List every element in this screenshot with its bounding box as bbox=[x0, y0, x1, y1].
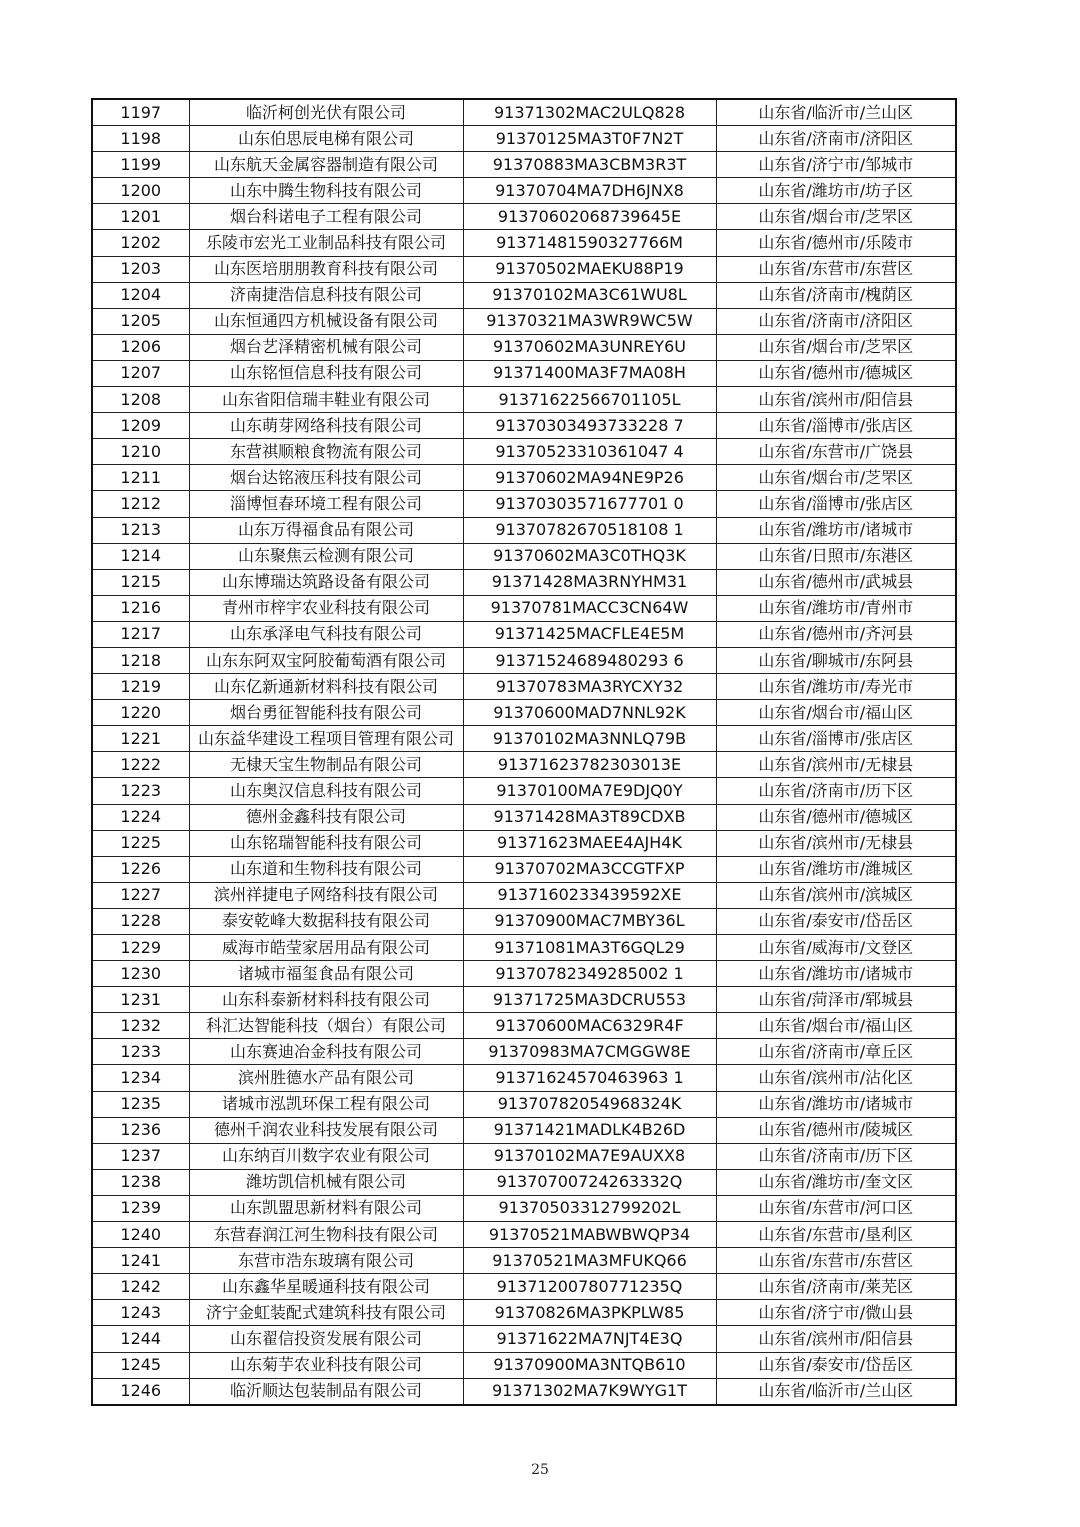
company-name: 山东恒通四方机械设备有限公司 bbox=[189, 308, 463, 334]
table-row bbox=[92, 282, 956, 308]
credit-code: 91370303493733228 7 bbox=[463, 413, 716, 439]
company-address: 山东省/潍坊市/奎文区 bbox=[716, 1169, 956, 1195]
company-name: 山东铭瑞智能科技有限公司 bbox=[189, 830, 463, 856]
row-number: 1243 bbox=[92, 1300, 189, 1326]
table-row bbox=[92, 126, 956, 152]
table-row bbox=[92, 569, 956, 595]
company-address: 山东省/滨州市/无棣县 bbox=[716, 830, 956, 856]
table-row bbox=[92, 178, 956, 204]
table-row bbox=[92, 465, 956, 491]
company-address: 山东省/潍坊市/诸城市 bbox=[716, 517, 956, 543]
credit-code: 91371524689480293 6 bbox=[463, 647, 716, 673]
row-number: 1205 bbox=[92, 308, 189, 334]
company-address: 山东省/泰安市/岱岳区 bbox=[716, 908, 956, 934]
row-number: 1199 bbox=[92, 152, 189, 178]
row-number: 1237 bbox=[92, 1143, 189, 1169]
table-row bbox=[92, 987, 956, 1013]
credit-code: 91370102MA3NNLQ79B bbox=[463, 726, 716, 752]
row-number: 1228 bbox=[92, 908, 189, 934]
row-number: 1208 bbox=[92, 387, 189, 413]
row-number: 1211 bbox=[92, 465, 189, 491]
company-address: 山东省/烟台市/福山区 bbox=[716, 1013, 956, 1039]
table-row bbox=[92, 1248, 956, 1274]
company-name: 潍坊凯信机械有限公司 bbox=[189, 1169, 463, 1195]
table-row bbox=[92, 152, 956, 178]
row-number: 1229 bbox=[92, 935, 189, 961]
company-name: 山东承泽电气科技有限公司 bbox=[189, 621, 463, 647]
company-name: 山东聚焦云检测有限公司 bbox=[189, 543, 463, 569]
credit-code: 91370700724263332Q bbox=[463, 1169, 716, 1195]
table-row bbox=[92, 804, 956, 830]
row-number: 1209 bbox=[92, 413, 189, 439]
credit-code: 91370602MA3UNREY6U bbox=[463, 334, 716, 360]
company-name: 烟台艺泽精密机械有限公司 bbox=[189, 334, 463, 360]
company-name: 诸城市福玺食品有限公司 bbox=[189, 961, 463, 987]
credit-code: 91371302MA7K9WYG1T bbox=[463, 1378, 716, 1405]
credit-code: 91370100MA7E9DJQ0Y bbox=[463, 778, 716, 804]
credit-code: 91371200780771235Q bbox=[463, 1274, 716, 1300]
company-list-body bbox=[92, 99, 956, 1405]
credit-code: 91371421MADLK4B26D bbox=[463, 1117, 716, 1143]
company-address: 山东省/威海市/文登区 bbox=[716, 935, 956, 961]
row-number: 1216 bbox=[92, 595, 189, 621]
company-name: 山东纳百川数字农业有限公司 bbox=[189, 1143, 463, 1169]
company-name: 东营市浩东玻璃有限公司 bbox=[189, 1248, 463, 1274]
credit-code: 91371623MAEE4AJH4K bbox=[463, 830, 716, 856]
company-address: 山东省/济宁市/微山县 bbox=[716, 1300, 956, 1326]
credit-code: 91370602MA3C0THQ3K bbox=[463, 543, 716, 569]
company-name: 山东万得福食品有限公司 bbox=[189, 517, 463, 543]
credit-code: 91371081MA3T6GQL29 bbox=[463, 935, 716, 961]
company-name: 山东铭恒信息科技有限公司 bbox=[189, 360, 463, 386]
company-address: 山东省/德州市/齐河县 bbox=[716, 621, 956, 647]
row-number: 1201 bbox=[92, 204, 189, 230]
company-name: 诸城市泓凯环保工程有限公司 bbox=[189, 1091, 463, 1117]
row-number: 1227 bbox=[92, 882, 189, 908]
company-name: 山东鑫华星暖通科技有限公司 bbox=[189, 1274, 463, 1300]
company-address: 山东省/菏泽市/郓城县 bbox=[716, 987, 956, 1013]
row-number: 1217 bbox=[92, 621, 189, 647]
credit-code: 91370900MAC7MBY36L bbox=[463, 908, 716, 934]
row-number: 1206 bbox=[92, 334, 189, 360]
row-number: 1233 bbox=[92, 1039, 189, 1065]
credit-code: 91370102MA7E9AUXX8 bbox=[463, 1143, 716, 1169]
company-address: 山东省/淄博市/张店区 bbox=[716, 726, 956, 752]
credit-code: 91371428MA3RNYHM31 bbox=[463, 569, 716, 595]
company-name: 济宁金虹装配式建筑科技有限公司 bbox=[189, 1300, 463, 1326]
row-number: 1220 bbox=[92, 700, 189, 726]
row-number: 1236 bbox=[92, 1117, 189, 1143]
company-address: 山东省/潍坊市/青州市 bbox=[716, 595, 956, 621]
table-row bbox=[92, 439, 956, 465]
credit-code: 91371302MAC2ULQ828 bbox=[463, 99, 716, 126]
company-address: 山东省/潍坊市/坊子区 bbox=[716, 178, 956, 204]
credit-code: 91370883MA3CBM3R3T bbox=[463, 152, 716, 178]
company-address: 山东省/日照市/东港区 bbox=[716, 543, 956, 569]
company-address: 山东省/潍坊市/诸城市 bbox=[716, 961, 956, 987]
row-number: 1219 bbox=[92, 674, 189, 700]
row-number: 1222 bbox=[92, 752, 189, 778]
row-number: 1200 bbox=[92, 178, 189, 204]
table-row bbox=[92, 882, 956, 908]
company-name: 泰安乾峰大数据科技有限公司 bbox=[189, 908, 463, 934]
company-name: 青州市梓宇农业科技有限公司 bbox=[189, 595, 463, 621]
company-address: 山东省/德州市/德城区 bbox=[716, 804, 956, 830]
company-address: 山东省/济南市/历下区 bbox=[716, 778, 956, 804]
company-address: 山东省/滨州市/滨城区 bbox=[716, 882, 956, 908]
table-row bbox=[92, 491, 956, 517]
credit-code: 91370702MA3CCGTFXP bbox=[463, 856, 716, 882]
row-number: 1232 bbox=[92, 1013, 189, 1039]
company-address: 山东省/济南市/历下区 bbox=[716, 1143, 956, 1169]
credit-code: 91370125MA3T0F7N2T bbox=[463, 126, 716, 152]
row-number: 1244 bbox=[92, 1326, 189, 1352]
table-row bbox=[92, 830, 956, 856]
company-name: 山东凯盟思新材料有限公司 bbox=[189, 1195, 463, 1221]
company-name: 山东东阿双宝阿胶葡萄酒有限公司 bbox=[189, 647, 463, 673]
table-row bbox=[92, 1039, 956, 1065]
company-name: 淄博恒春环境工程有限公司 bbox=[189, 491, 463, 517]
credit-code: 91370782349285002 1 bbox=[463, 961, 716, 987]
credit-code: 91370826MA3PKPLW85 bbox=[463, 1300, 716, 1326]
table-row bbox=[92, 961, 956, 987]
company-name: 滨州祥捷电子网络科技有限公司 bbox=[189, 882, 463, 908]
row-number: 1202 bbox=[92, 230, 189, 256]
credit-code: 91371622566701105L bbox=[463, 387, 716, 413]
table-row bbox=[92, 230, 956, 256]
company-address: 山东省/淄博市/张店区 bbox=[716, 491, 956, 517]
company-address: 山东省/临沂市/兰山区 bbox=[716, 99, 956, 126]
credit-code: 91371725MA3DCRU553 bbox=[463, 987, 716, 1013]
company-name: 无棣天宝生物制品有限公司 bbox=[189, 752, 463, 778]
row-number: 1241 bbox=[92, 1248, 189, 1274]
row-number: 1240 bbox=[92, 1222, 189, 1248]
company-address: 山东省/东营市/河口区 bbox=[716, 1195, 956, 1221]
company-name: 滨州胜德水产品有限公司 bbox=[189, 1065, 463, 1091]
company-name: 德州千润农业科技发展有限公司 bbox=[189, 1117, 463, 1143]
row-number: 1213 bbox=[92, 517, 189, 543]
company-address: 山东省/滨州市/阳信县 bbox=[716, 1326, 956, 1352]
company-address: 山东省/济南市/济阳区 bbox=[716, 308, 956, 334]
row-number: 1225 bbox=[92, 830, 189, 856]
table-row bbox=[92, 1195, 956, 1221]
credit-code: 91370602MA94NE9P26 bbox=[463, 465, 716, 491]
table-row bbox=[92, 621, 956, 647]
table-row bbox=[92, 360, 956, 386]
credit-code: 91370782670518108 1 bbox=[463, 517, 716, 543]
table-row bbox=[92, 1326, 956, 1352]
company-name: 山东菊芋农业科技有限公司 bbox=[189, 1352, 463, 1378]
table-row bbox=[92, 1117, 956, 1143]
credit-code: 91371481590327766M bbox=[463, 230, 716, 256]
company-address: 山东省/烟台市/芝罘区 bbox=[716, 334, 956, 360]
table-row bbox=[92, 935, 956, 961]
company-name: 山东医培朋朋教育科技有限公司 bbox=[189, 256, 463, 282]
credit-code: 91370502MAEKU88P19 bbox=[463, 256, 716, 282]
table-row bbox=[92, 1352, 956, 1378]
table-row bbox=[92, 99, 956, 126]
company-name: 临沂顺达包装制品有限公司 bbox=[189, 1378, 463, 1405]
credit-code: 91371622MA7NJT4E3Q bbox=[463, 1326, 716, 1352]
company-address: 山东省/德州市/武城县 bbox=[716, 569, 956, 595]
company-name: 德州金鑫科技有限公司 bbox=[189, 804, 463, 830]
company-name: 科汇达智能科技（烟台）有限公司 bbox=[189, 1013, 463, 1039]
table-row bbox=[92, 647, 956, 673]
credit-code: 91371624570463963 1 bbox=[463, 1065, 716, 1091]
company-address: 山东省/滨州市/阳信县 bbox=[716, 387, 956, 413]
table-row bbox=[92, 726, 956, 752]
company-name: 烟台勇征智能科技有限公司 bbox=[189, 700, 463, 726]
company-address: 山东省/烟台市/芝罘区 bbox=[716, 465, 956, 491]
company-name: 山东翟信投资发展有限公司 bbox=[189, 1326, 463, 1352]
company-address: 山东省/滨州市/无棣县 bbox=[716, 752, 956, 778]
table-row bbox=[92, 413, 956, 439]
credit-code: 91370600MAC6329R4F bbox=[463, 1013, 716, 1039]
row-number: 1238 bbox=[92, 1169, 189, 1195]
row-number: 1212 bbox=[92, 491, 189, 517]
company-name: 山东伯思辰电梯有限公司 bbox=[189, 126, 463, 152]
row-number: 1214 bbox=[92, 543, 189, 569]
company-name: 临沂柯创光伏有限公司 bbox=[189, 99, 463, 126]
company-address: 山东省/济南市/济阳区 bbox=[716, 126, 956, 152]
company-address: 山东省/潍坊市/诸城市 bbox=[716, 1091, 956, 1117]
company-name: 山东省阳信瑞丰鞋业有限公司 bbox=[189, 387, 463, 413]
table-row bbox=[92, 1169, 956, 1195]
table-row bbox=[92, 1222, 956, 1248]
company-address: 山东省/东营市/东营区 bbox=[716, 256, 956, 282]
company-name: 济南捷浩信息科技有限公司 bbox=[189, 282, 463, 308]
row-number: 1242 bbox=[92, 1274, 189, 1300]
table-row bbox=[92, 700, 956, 726]
company-name: 乐陵市宏光工业制品科技有限公司 bbox=[189, 230, 463, 256]
row-number: 1221 bbox=[92, 726, 189, 752]
page-number: 25 bbox=[531, 1462, 549, 1478]
credit-code: 91370600MAD7NNL92K bbox=[463, 700, 716, 726]
table-row bbox=[92, 778, 956, 804]
credit-code: 91370900MA3NTQB610 bbox=[463, 1352, 716, 1378]
company-name: 东营祺顺粮食物流有限公司 bbox=[189, 439, 463, 465]
credit-code: 91371425MACFLE4E5M bbox=[463, 621, 716, 647]
company-name: 山东航天金属容器制造有限公司 bbox=[189, 152, 463, 178]
table-row bbox=[92, 908, 956, 934]
table-row bbox=[92, 1143, 956, 1169]
credit-code: 91370503312799202L bbox=[463, 1195, 716, 1221]
company-address: 山东省/泰安市/岱岳区 bbox=[716, 1352, 956, 1378]
table-row bbox=[92, 1065, 956, 1091]
credit-code: 91371400MA3F7MA08H bbox=[463, 360, 716, 386]
company-address: 山东省/德州市/德城区 bbox=[716, 360, 956, 386]
row-number: 1207 bbox=[92, 360, 189, 386]
table-row bbox=[92, 308, 956, 334]
table-row bbox=[92, 334, 956, 360]
company-address: 山东省/烟台市/福山区 bbox=[716, 700, 956, 726]
company-name: 山东赛迪冶金科技有限公司 bbox=[189, 1039, 463, 1065]
company-name: 山东萌芽网络科技有限公司 bbox=[189, 413, 463, 439]
company-address: 山东省/德州市/乐陵市 bbox=[716, 230, 956, 256]
credit-code: 91370523310361047 4 bbox=[463, 439, 716, 465]
company-address: 山东省/东营市/垦利区 bbox=[716, 1222, 956, 1248]
row-number: 1204 bbox=[92, 282, 189, 308]
table-row bbox=[92, 674, 956, 700]
table-row bbox=[92, 543, 956, 569]
company-address: 山东省/济南市/莱芜区 bbox=[716, 1274, 956, 1300]
row-number: 1223 bbox=[92, 778, 189, 804]
row-number: 1198 bbox=[92, 126, 189, 152]
company-address: 山东省/烟台市/芝罘区 bbox=[716, 204, 956, 230]
company-address: 山东省/济南市/槐荫区 bbox=[716, 282, 956, 308]
company-address: 山东省/潍坊市/寿光市 bbox=[716, 674, 956, 700]
row-number: 1197 bbox=[92, 99, 189, 126]
company-address: 山东省/淄博市/张店区 bbox=[716, 413, 956, 439]
company-name: 山东亿新通新材料科技有限公司 bbox=[189, 674, 463, 700]
table-row bbox=[92, 1091, 956, 1117]
row-number: 1226 bbox=[92, 856, 189, 882]
row-number: 1234 bbox=[92, 1065, 189, 1091]
company-name: 东营春润江河生物科技有限公司 bbox=[189, 1222, 463, 1248]
credit-code: 9137160233439592XE bbox=[463, 882, 716, 908]
company-name: 烟台达铭液压科技有限公司 bbox=[189, 465, 463, 491]
company-address: 山东省/聊城市/东阿县 bbox=[716, 647, 956, 673]
row-number: 1235 bbox=[92, 1091, 189, 1117]
company-name: 威海市皓莹家居用品有限公司 bbox=[189, 935, 463, 961]
company-name: 烟台科诺电子工程有限公司 bbox=[189, 204, 463, 230]
company-address: 山东省/济南市/章丘区 bbox=[716, 1039, 956, 1065]
row-number: 1231 bbox=[92, 987, 189, 1013]
company-address: 山东省/潍坊市/潍城区 bbox=[716, 856, 956, 882]
credit-code: 91370521MA3MFUKQ66 bbox=[463, 1248, 716, 1274]
row-number: 1210 bbox=[92, 439, 189, 465]
table-row bbox=[92, 256, 956, 282]
row-number: 1239 bbox=[92, 1195, 189, 1221]
credit-code: 91371428MA3T89CDXB bbox=[463, 804, 716, 830]
credit-code: 91370781MACC3CN64W bbox=[463, 595, 716, 621]
company-address: 山东省/东营市/广饶县 bbox=[716, 439, 956, 465]
table-row bbox=[92, 387, 956, 413]
table-row bbox=[92, 1300, 956, 1326]
credit-code: 91370704MA7DH6JNX8 bbox=[463, 178, 716, 204]
company-address: 山东省/德州市/陵城区 bbox=[716, 1117, 956, 1143]
credit-code: 91370521MABWBWQP34 bbox=[463, 1222, 716, 1248]
table-row bbox=[92, 595, 956, 621]
company-list-table bbox=[91, 98, 957, 1406]
company-name: 山东博瑞达筑路设备有限公司 bbox=[189, 569, 463, 595]
table-row bbox=[92, 1378, 956, 1405]
company-name: 山东道和生物科技有限公司 bbox=[189, 856, 463, 882]
company-name: 山东益华建设工程项目管理有限公司 bbox=[189, 726, 463, 752]
table-row bbox=[92, 517, 956, 543]
row-number: 1218 bbox=[92, 647, 189, 673]
credit-code: 91370303571677701 0 bbox=[463, 491, 716, 517]
row-number: 1215 bbox=[92, 569, 189, 595]
credit-code: 91370102MA3C61WU8L bbox=[463, 282, 716, 308]
credit-code: 91370321MA3WR9WC5W bbox=[463, 308, 716, 334]
company-address: 山东省/东营市/东营区 bbox=[716, 1248, 956, 1274]
table-row bbox=[92, 856, 956, 882]
table-row bbox=[92, 1274, 956, 1300]
company-address: 山东省/临沂市/兰山区 bbox=[716, 1378, 956, 1405]
credit-code: 91370983MA7CMGGW8E bbox=[463, 1039, 716, 1065]
credit-code: 91370602068739645E bbox=[463, 204, 716, 230]
credit-code: 91371623782303013E bbox=[463, 752, 716, 778]
company-name: 山东中腾生物科技有限公司 bbox=[189, 178, 463, 204]
company-address: 山东省/济宁市/邹城市 bbox=[716, 152, 956, 178]
table-row bbox=[92, 752, 956, 778]
credit-code: 91370783MA3RYCXY32 bbox=[463, 674, 716, 700]
company-name: 山东奥汉信息科技有限公司 bbox=[189, 778, 463, 804]
table-row bbox=[92, 204, 956, 230]
table-row bbox=[92, 1013, 956, 1039]
row-number: 1224 bbox=[92, 804, 189, 830]
row-number: 1245 bbox=[92, 1352, 189, 1378]
row-number: 1203 bbox=[92, 256, 189, 282]
company-address: 山东省/滨州市/沾化区 bbox=[716, 1065, 956, 1091]
credit-code: 91370782054968324K bbox=[463, 1091, 716, 1117]
row-number: 1230 bbox=[92, 961, 189, 987]
company-name: 山东科泰新材料科技有限公司 bbox=[189, 987, 463, 1013]
row-number: 1246 bbox=[92, 1378, 189, 1405]
